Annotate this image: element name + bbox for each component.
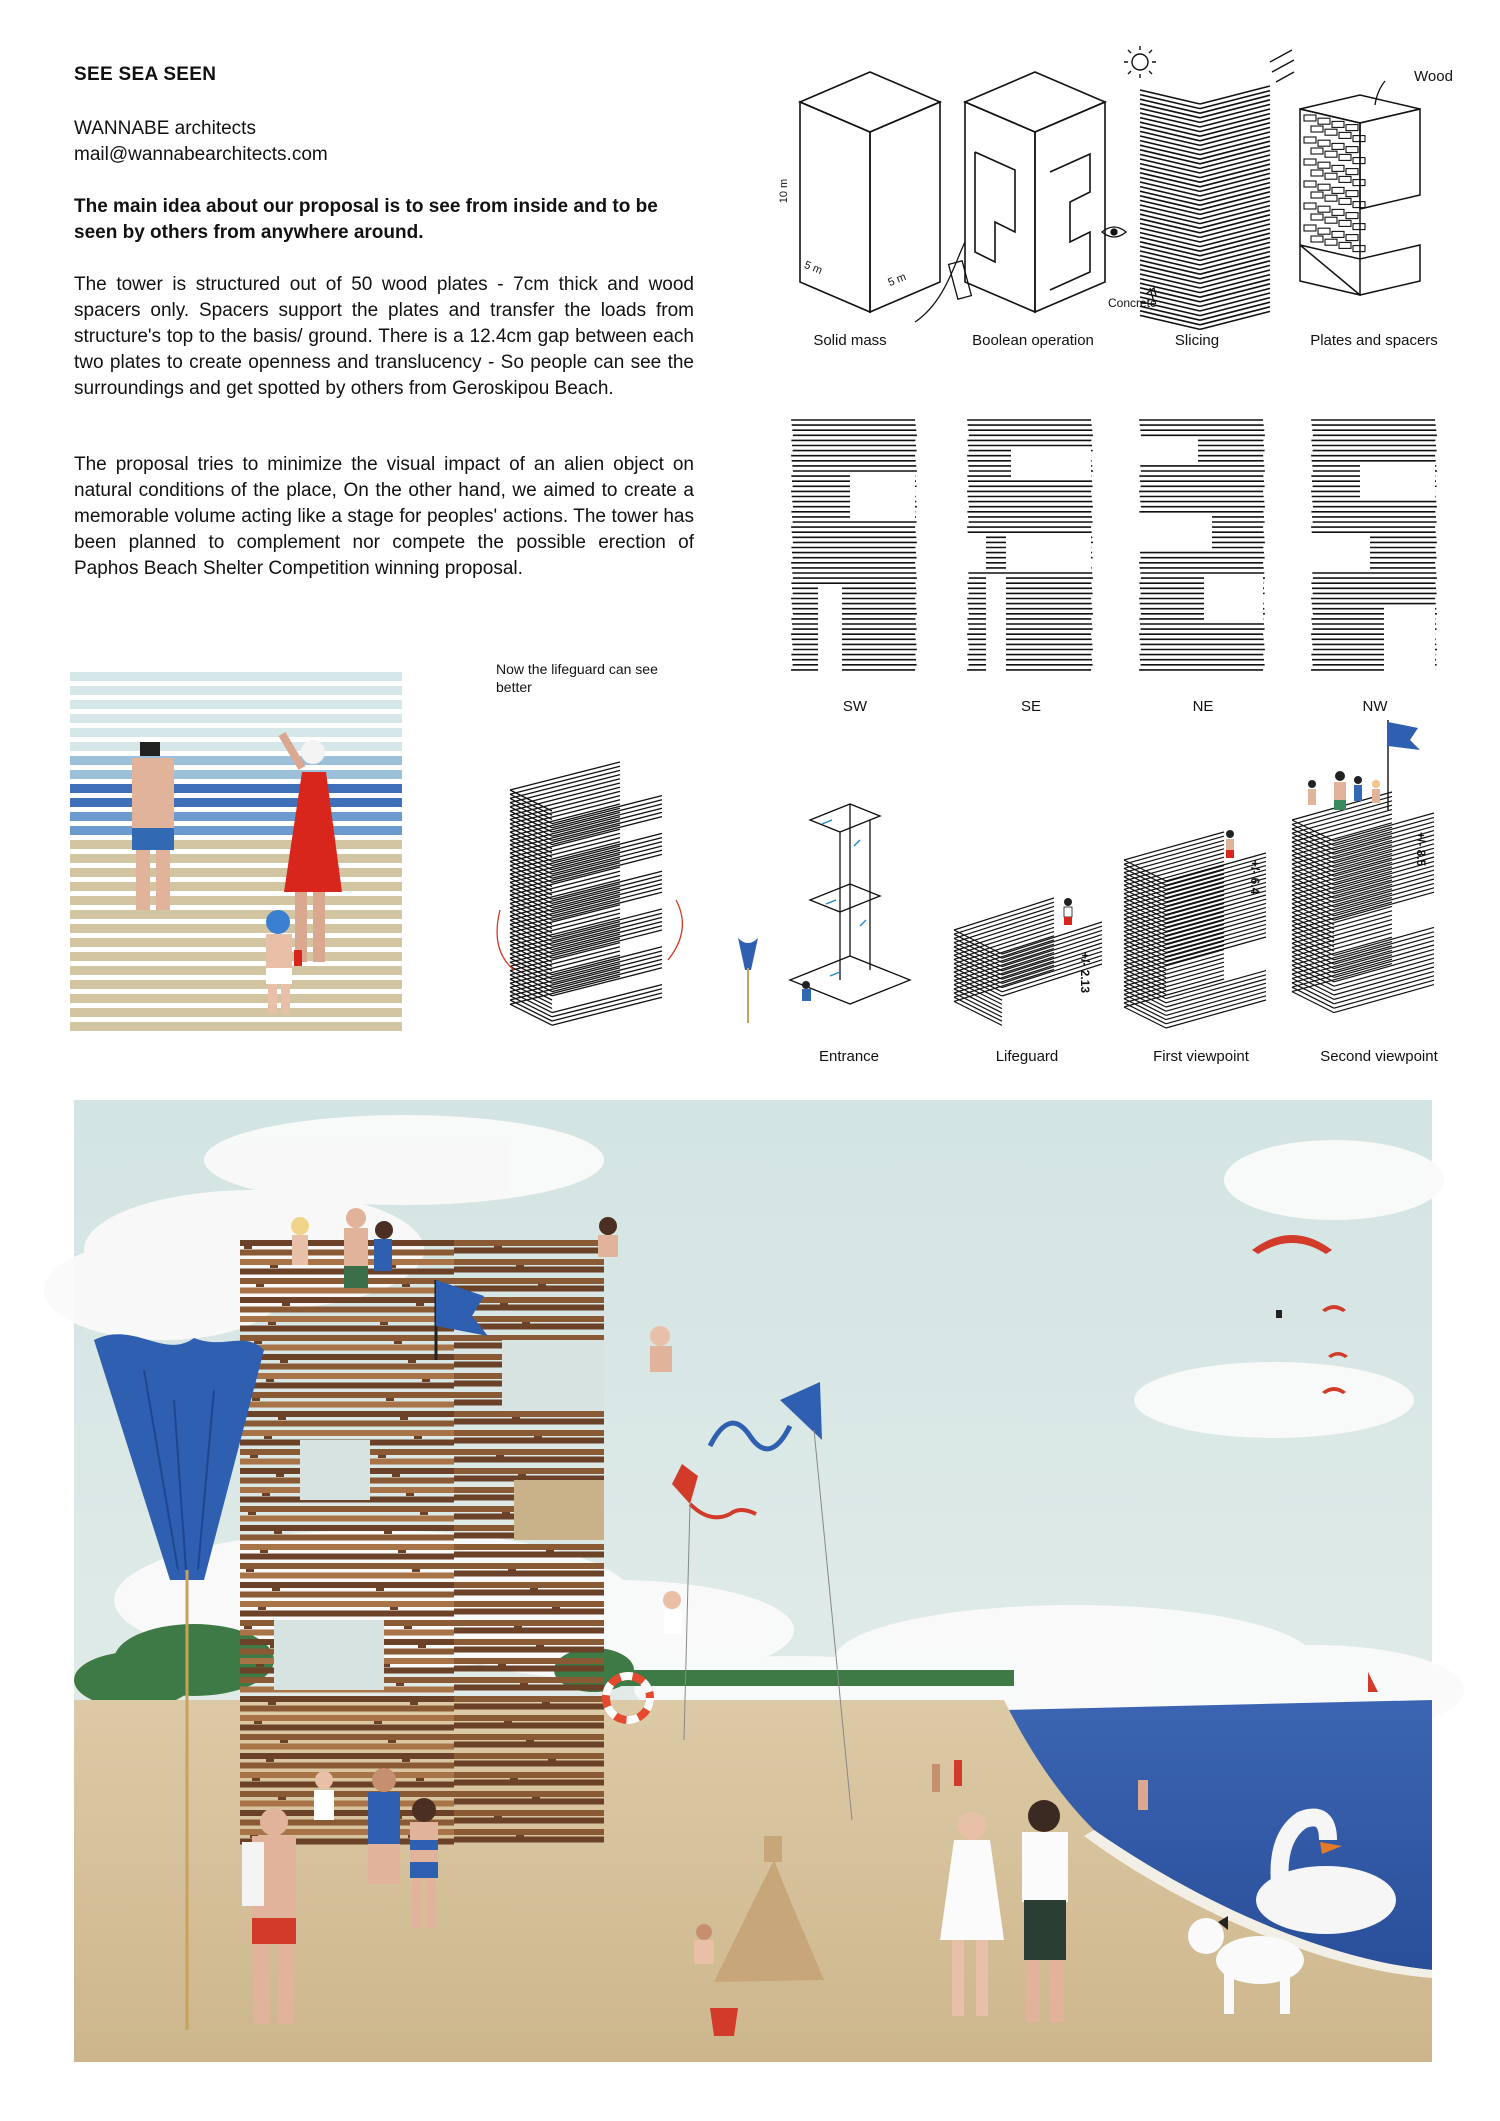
striped-beach-vignette xyxy=(70,672,402,1034)
description-paragraph-1: The tower is structured out of 50 wood plates - 7cm thick and wood spacers only. Spacers support the plates and transfer the loads from structure's top to the basis/ ground. There is a 12.4cm gap between each two plates to create openness and translucency - So people can see the surroundings and get spotted by others from Geroskipou Beach. xyxy=(74,274,694,399)
wood-label: Wood xyxy=(1414,68,1453,85)
caption-ne: NE xyxy=(1192,698,1214,715)
height-first-viewpoint: +/- 6.4 xyxy=(1248,860,1262,895)
caption-sw: SW xyxy=(842,698,868,715)
solid-mass-diagram xyxy=(790,62,960,322)
lead-statement: The main idea about our proposal is to see from inside and to be seen by others from anywhere around. xyxy=(74,196,658,243)
dim-width-1: 5 m xyxy=(802,259,824,277)
page-title: SEE SEA SEEN xyxy=(74,64,217,85)
caption-slicing: Slicing xyxy=(1174,332,1220,349)
caption-se: SE xyxy=(1020,698,1041,715)
boolean-operation-diagram xyxy=(955,62,1125,322)
height-lifeguard: +/- 2.13 xyxy=(1078,952,1092,994)
caption-first-viewpoint: First viewpoint xyxy=(1153,1048,1249,1065)
elevation-sw xyxy=(790,418,920,678)
concrete-label: Concrete xyxy=(1108,296,1157,310)
caption-second-viewpoint: Second viewpoint xyxy=(1320,1048,1438,1065)
lifeguard-note: Now the lifeguard can see better xyxy=(496,661,658,695)
second-viewpoint-diagram xyxy=(1288,720,1448,1020)
umbrella-icon xyxy=(738,938,758,1023)
elevation-nw xyxy=(1310,418,1440,678)
elevation-ne xyxy=(1138,418,1268,678)
description-paragraph-2: The proposal tries to minimize the visual impact of an alien object on natural conditions of the place, On the other hand, we aimed to create a memorable volume acting like a stage for peoples' actions. The tower has been planned to complement nor compete the possible erection of Paphos Beach Shelter Competition winning proposal. xyxy=(74,454,694,579)
caption-solid-mass: Solid mass xyxy=(813,332,887,349)
firm-email[interactable]: mail@wannabearchitects.com xyxy=(74,144,328,165)
caption-nw: NW xyxy=(1362,698,1388,715)
caption-plates-spacers: Plates and spacers xyxy=(1310,332,1438,349)
entrance-diagram xyxy=(770,780,930,1020)
lifeguard-view-axonometric xyxy=(500,760,690,1030)
dim-width-2: 5 m xyxy=(886,271,908,289)
plates-spacers-diagram xyxy=(1290,95,1450,315)
caption-lifeguard: Lifeguard xyxy=(995,1048,1059,1065)
caption-boolean-operation: Boolean operation xyxy=(972,332,1094,349)
caption-entrance: Entrance xyxy=(818,1048,880,1065)
dim-height: 10 m xyxy=(778,178,791,204)
firm-name: WANNABE architects xyxy=(74,118,256,139)
height-second-viewpoint: +/- 8.5 xyxy=(1414,832,1428,867)
first-viewpoint-diagram xyxy=(1120,800,1280,1020)
elevation-se xyxy=(966,418,1096,678)
beach-scene-illustration xyxy=(74,1100,1432,2062)
firm-block xyxy=(74,116,328,168)
lifeguard-level-diagram xyxy=(950,860,1120,1020)
